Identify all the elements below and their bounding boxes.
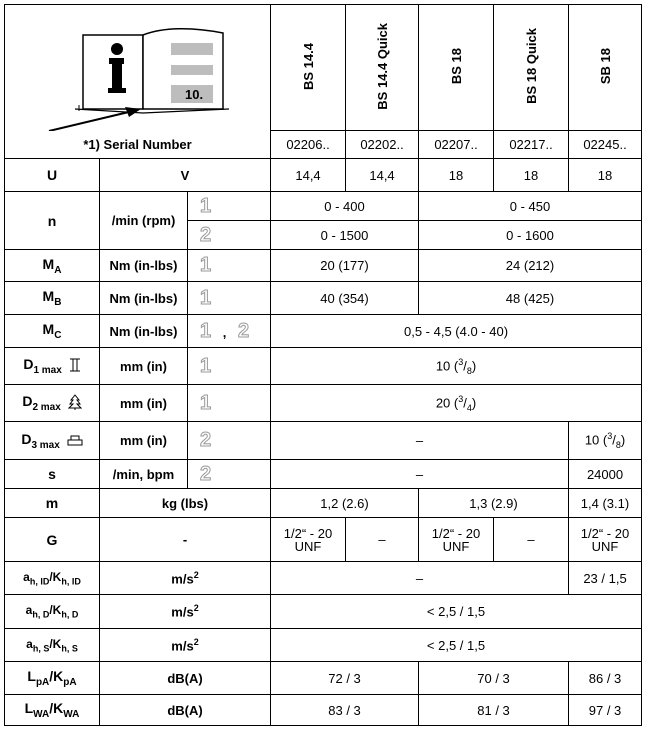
- model-header-2: BS 14.4 Quick: [346, 5, 419, 131]
- d3-label: $D_{3 max}$: [5, 422, 100, 460]
- voltage-value: 18: [419, 159, 494, 192]
- sound-pressure-value: 70 / 3: [419, 662, 569, 695]
- sound-power-unit: dB(A): [100, 695, 271, 726]
- speed-value: 0 - 1500: [271, 221, 419, 250]
- thread-row: [5, 518, 642, 562]
- spec-table: [4, 4, 642, 726]
- gear-1-icon: 1: [188, 282, 271, 315]
- torque-b-value: 48 (425): [419, 282, 642, 315]
- impact-rate-row: [5, 460, 642, 489]
- d1-unit: mm (in): [100, 348, 188, 385]
- manual-illustration-cell: [5, 5, 271, 131]
- d3-unit: mm (in): [100, 422, 188, 460]
- thread-value: 1/2“ - 20 UNF: [569, 518, 642, 562]
- vibration-d-unit: $m/s^2$: [100, 595, 271, 629]
- voltage-unit: V: [100, 159, 271, 192]
- wood-tree-icon: [68, 394, 82, 410]
- book-page-number: 10.: [185, 87, 204, 102]
- model-header-3: BS 18: [419, 5, 494, 131]
- gear-1-2-icons: 1 , 2: [188, 315, 271, 348]
- gear-1-icon: 1: [188, 348, 271, 385]
- d3-value: –: [271, 422, 569, 460]
- sound-power-label: $L_{WA}/K_{WA}$: [5, 695, 100, 726]
- vibration-id-label: $a_{h, ID}/K_{h, ID}$: [5, 562, 100, 595]
- speed-value: 0 - 400: [271, 192, 419, 221]
- gear-1-icon: 1: [188, 385, 271, 422]
- sound-pressure-unit: dB(A): [100, 662, 271, 695]
- d1-label: $D_{1 max}$: [5, 348, 100, 385]
- serial-value: 02202..: [346, 131, 419, 159]
- torque-a-value: 24 (212): [419, 250, 642, 282]
- manual-book-icon: [13, 5, 263, 131]
- voltage-value: 14,4: [346, 159, 419, 192]
- torque-a-unit: Nm (in-lbs): [100, 250, 188, 282]
- voltage-value: 14,4: [271, 159, 346, 192]
- sound-power-value: 97 / 3: [569, 695, 642, 726]
- speed-value: 0 - 1600: [419, 221, 642, 250]
- weight-value: 1,2 (2.6): [271, 489, 419, 518]
- impact-rate-unit: /min, bpm: [100, 460, 188, 489]
- voltage-label: U: [5, 159, 100, 192]
- header-row: [5, 5, 642, 131]
- gear-2-icon: 2: [188, 422, 271, 460]
- d1-value: 10 $(^3/_8)$: [271, 348, 642, 385]
- voltage-value: 18: [569, 159, 642, 192]
- sound-pressure-label: $L_{pA}/K_{pA}$: [5, 662, 100, 695]
- d3-value-sb: 10 $(^3/_8)$: [569, 422, 642, 460]
- weight-value: 1,4 (3.1): [569, 489, 642, 518]
- speed-row-gear1: [5, 192, 642, 221]
- torque-c-row: [5, 315, 642, 348]
- sound-pressure-row: [5, 662, 642, 695]
- torque-b-unit: Nm (in-lbs): [100, 282, 188, 315]
- torque-a-label: $M_A$: [5, 250, 100, 282]
- model-header-4: BS 18 Quick: [494, 5, 569, 131]
- vibration-d-row: [5, 595, 642, 629]
- vibration-s-row: [5, 629, 642, 662]
- torque-b-value: 40 (354): [271, 282, 419, 315]
- d2-row: [5, 385, 642, 422]
- d3-row: [5, 422, 642, 460]
- vibration-s-value: < 2,5 / 1,5: [271, 629, 642, 662]
- voltage-value: 18: [494, 159, 569, 192]
- thread-value: 1/2“ - 20 UNF: [271, 518, 346, 562]
- vibration-id-row: [5, 562, 642, 595]
- torque-b-label: $M_B$: [5, 282, 100, 315]
- thread-value: –: [346, 518, 419, 562]
- thread-label: G: [5, 518, 100, 562]
- vibration-id-value-sb: 23 / 1,5: [569, 562, 642, 595]
- vibration-s-unit: $m/s^2$: [100, 629, 271, 662]
- sound-power-row: [5, 695, 642, 726]
- vibration-id-unit: $m/s^2$: [100, 562, 271, 595]
- vibration-d-label: $a_{h, D}/K_{h, D}$: [5, 595, 100, 629]
- sound-power-value: 81 / 3: [419, 695, 569, 726]
- weight-label: m: [5, 489, 100, 518]
- serial-value: 02217..: [494, 131, 569, 159]
- speed-value: 0 - 450: [419, 192, 642, 221]
- model-header-1: BS 14.4: [271, 5, 346, 131]
- gear-2-icon: 2: [188, 460, 271, 489]
- torque-c-label: $M_C$: [5, 315, 100, 348]
- thread-value: –: [494, 518, 569, 562]
- d2-unit: mm (in): [100, 385, 188, 422]
- torque-a-row: [5, 250, 642, 282]
- d1-row: [5, 348, 642, 385]
- steel-beam-icon: [69, 358, 81, 372]
- vibration-id-value: –: [271, 562, 569, 595]
- d2-value: 20 $(^3/_4)$: [271, 385, 642, 422]
- d2-label: $D_{2 max}$: [5, 385, 100, 422]
- torque-a-value: 20 (177): [271, 250, 419, 282]
- torque-b-row: [5, 282, 642, 315]
- speed-label: n: [5, 192, 100, 250]
- serial-value: 02245..: [569, 131, 642, 159]
- serial-value: 02206..: [271, 131, 346, 159]
- thread-unit: -: [100, 518, 271, 562]
- sound-pressure-value: 86 / 3: [569, 662, 642, 695]
- gear-2-icon: 2: [188, 221, 271, 250]
- torque-c-value: 0,5 - 4,5 (4.0 - 40): [271, 315, 642, 348]
- serial-value: 02207..: [419, 131, 494, 159]
- torque-c-unit: Nm (in-lbs): [100, 315, 188, 348]
- masonry-brick-icon: [67, 434, 83, 446]
- vibration-d-value: < 2,5 / 1,5: [271, 595, 642, 629]
- speed-unit: /min (rpm): [100, 192, 188, 250]
- vibration-s-label: $a_{h, S}/K_{h, S}$: [5, 629, 100, 662]
- impact-rate-value: –: [271, 460, 569, 489]
- sound-pressure-value: 72 / 3: [271, 662, 419, 695]
- serial-label: *1) Serial Number: [5, 131, 271, 159]
- weight-row: [5, 489, 642, 518]
- impact-rate-label: s: [5, 460, 100, 489]
- thread-value: 1/2“ - 20 UNF: [419, 518, 494, 562]
- model-header-5: SB 18: [569, 5, 642, 131]
- voltage-row: [5, 159, 642, 192]
- impact-rate-value-sb: 24000: [569, 460, 642, 489]
- weight-value: 1,3 (2.9): [419, 489, 569, 518]
- gear-1-icon: 1: [188, 192, 271, 221]
- gear-1-icon: 1: [188, 250, 271, 282]
- sound-power-value: 83 / 3: [271, 695, 419, 726]
- weight-unit: kg (lbs): [100, 489, 271, 518]
- serial-row: [5, 131, 642, 159]
